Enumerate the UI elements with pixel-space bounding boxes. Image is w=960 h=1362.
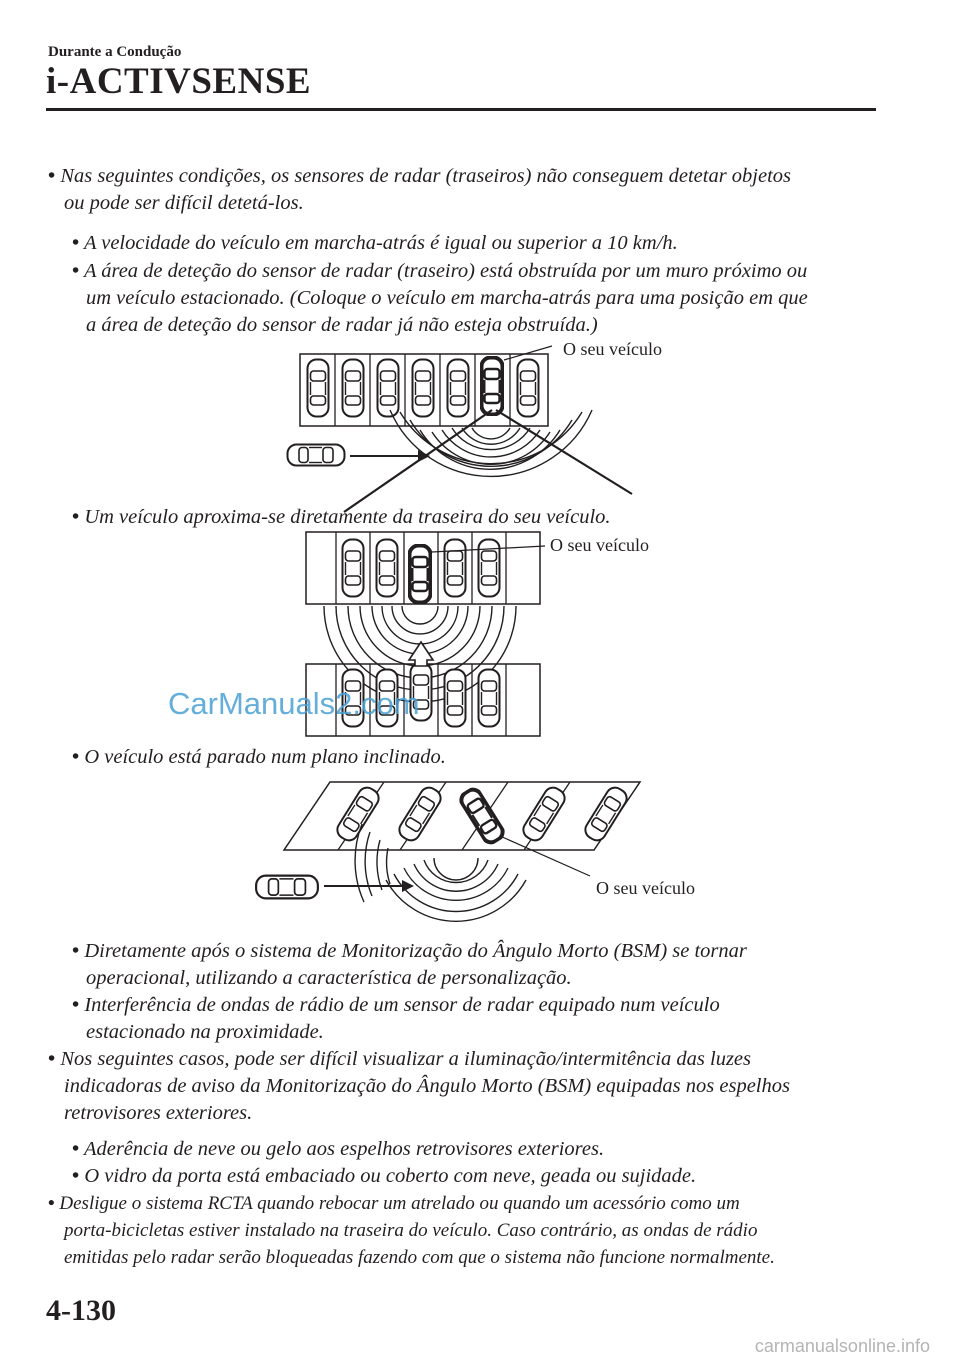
bullet: • (48, 165, 56, 187)
text-line: A área de deteção do sensor de radar (traseiro) está obstruída por um muro próximo ou (83, 260, 808, 282)
text-line: indicadoras de aviso da Monitorização do Ângulo Morto (BSM) equipadas nos espelhos (64, 1075, 790, 1097)
bullet: • (72, 232, 80, 254)
sub-bullet-3 (72, 504, 611, 531)
sub-bullet-5 (72, 938, 747, 965)
text-line: emitidas pelo radar serão bloqueadas fazendo com que o sistema não funcione normalmente. (64, 1247, 775, 1268)
footer-url: carmanualsonline.info (754, 1336, 930, 1356)
bullet: • (72, 506, 80, 528)
figure-2-label: O seu veículo (550, 535, 649, 555)
page-title: i-ACTIVSENSE (46, 61, 312, 102)
bullet: • (72, 1165, 80, 1187)
text-line: Aderência de neve ou gelo aos espelhos retrovisores exteriores. (83, 1138, 605, 1160)
text-line: Desligue o sistema RCTA quando rebocar um atrelado ou quando um acessório como um (59, 1193, 740, 1214)
bullet: • (72, 940, 80, 962)
paragraph-3 (48, 1190, 740, 1217)
figure-3-label: O seu veículo (596, 878, 695, 898)
bullet: • (72, 994, 80, 1016)
text-line: Diretamente após o sistema de Monitorização do Ângulo Morto (BSM) se tornar (84, 940, 747, 962)
text-line: operacional, utilizando a característica de personalização. (86, 967, 572, 989)
text-line: estacionado na proximidade. (86, 1021, 324, 1043)
bullet: • (72, 260, 80, 282)
figure-3 (256, 782, 695, 921)
text-line: Um veículo aproxima-se diretamente da traseira do seu veículo. (84, 506, 611, 528)
text-line: O vidro da porta está embaciado ou coberto com neve, geada ou sujidade. (84, 1165, 697, 1187)
text-line: porta-bicicletas estiver instalado na traseira do veículo. Caso contrário, as ondas de rádio (64, 1220, 758, 1241)
text-line: Interferência de ondas de rádio de um sensor de radar equipado num veículo (84, 994, 720, 1016)
figure-1 (288, 339, 662, 512)
figure-1-label: O seu veículo (563, 339, 662, 359)
paragraph-2 (48, 1046, 751, 1073)
sub-bullet-7 (72, 1136, 604, 1163)
section-label: Durante a Condução (48, 44, 182, 60)
page-number: 4-130 (46, 1294, 116, 1327)
text-line: a área de deteção do sensor de radar já não esteja obstruída.) (86, 314, 598, 336)
bullet: • (48, 1048, 56, 1070)
text-line: ou pode ser difícil detetá-los. (64, 192, 304, 214)
sub-bullet-6 (72, 992, 720, 1019)
bullet: • (72, 746, 80, 768)
sub-bullet-4 (72, 744, 446, 771)
text-line: um veículo estacionado. (Coloque o veículo em marcha-atrás para uma posição em que (86, 287, 808, 309)
text-line: Nas seguintes condições, os sensores de radar (traseiros) não conseguem detetar objetos (60, 165, 792, 187)
text-line: O veículo está parado num plano inclinado. (84, 746, 446, 768)
text-line: A velocidade do veículo em marcha-atrás é igual ou superior a 10 km/h. (83, 232, 678, 254)
watermark: CarManuals2.com (168, 686, 420, 721)
bullet: • (48, 1193, 55, 1214)
sub-bullet-8 (72, 1163, 696, 1190)
text-line: Nos seguintes casos, pode ser difícil visualizar a iluminação/intermitência das luzes (60, 1048, 752, 1070)
text-line: retrovisores exteriores. (64, 1102, 253, 1124)
bullet: • (72, 1138, 80, 1160)
